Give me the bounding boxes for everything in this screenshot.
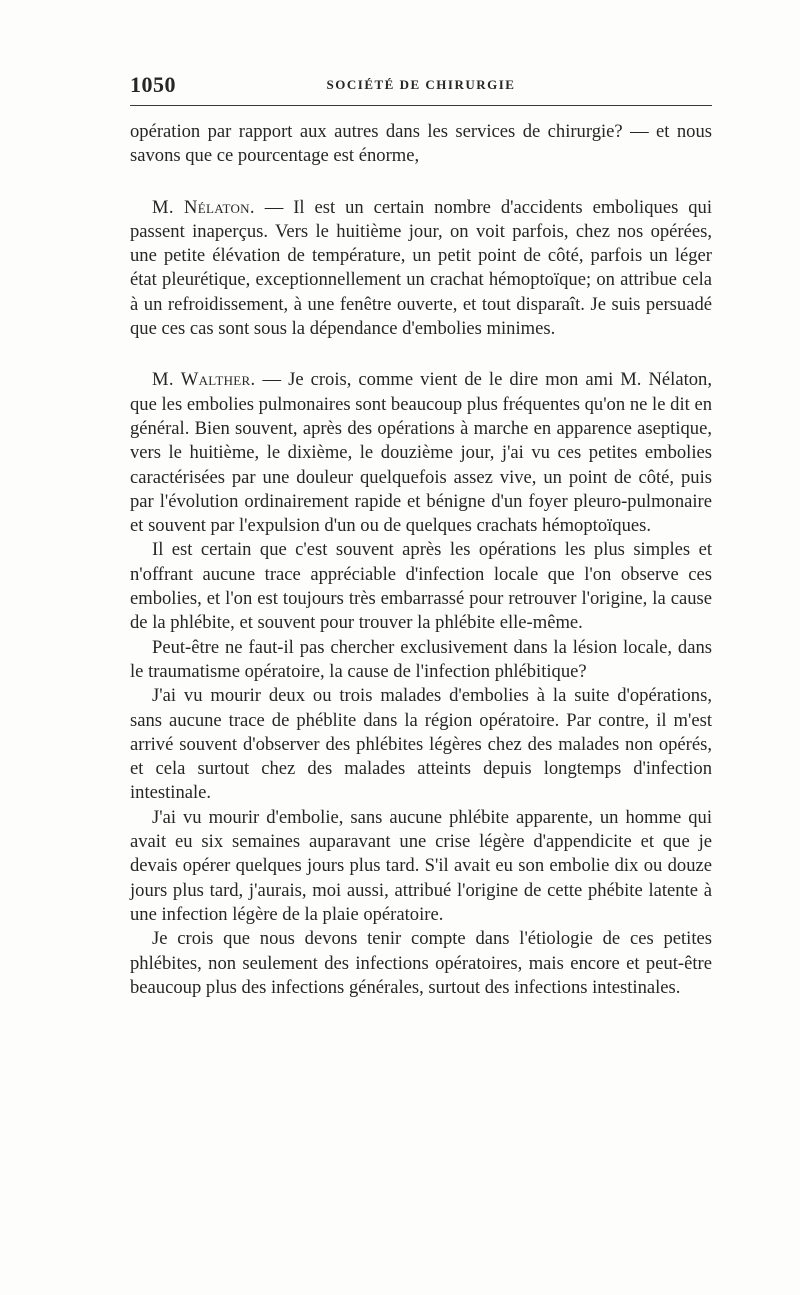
paragraph-text: Peut-être ne faut-il pas chercher exclusivement dans la lésion locale, dans le traumatisme opératoire, la cause de l'infection phlébitique?	[130, 636, 712, 682]
paragraph	[130, 684, 712, 805]
paragraph-text: Il est certain que c'est souvent après les opérations les plus simples et n'offrant aucune trace appréciable d'infection locale que l'on observe ces embolies, et l'on est toujours très embarrassé pour retrouver l'origine, la cause de la phlébite, et souvent pour trouver la phlébite elle-même.	[130, 539, 712, 634]
running-title: SOCIÉTÉ DE CHIRURGIE	[326, 77, 516, 92]
paragraph-text: J'ai vu mourir deux ou trois malades d'embolies à la suite d'opérations, sans aucune trace de phéblite dans la région opératoire. Par contre, il m'est arrivé souvent d'observer des phlébites légères chez des malades non opérés, et cela surtout chez des malades atteints depuis longtemps d'infection intestinale.	[130, 685, 712, 804]
paragraph-text: Je crois que nous devons tenir compte dans l'étiologie de ces petites phlébites, non seulement des infections opératoires, mais encore et peut-être beaucoup plus des infections générales, surtout des infections intestinales.	[130, 928, 712, 998]
paragraph-continuation	[130, 120, 712, 169]
paragraph	[130, 636, 712, 685]
paragraph-walther	[130, 368, 712, 538]
header-rule	[130, 105, 712, 106]
paragraph-text: J'ai vu mourir d'embolie, sans aucune phlébite apparente, un homme qui avait eu six semaines auparavant une crise légère d'appendicite et que je devais opérer quelques jours plus tard. S'il avait eu son embolie dix ou douze jours plus tard, j'aurais, moi aussi, attribué l'origine de cette phébite latente à une infection légère de la plaie opératoire.	[130, 806, 712, 925]
speaker-name: M. Nélaton.	[152, 196, 255, 218]
paragraph-text: — Je crois, comme vient de le dire mon ami M. Nélaton, que les embolies pulmonaires sont beaucoup plus fréquentes qu'on ne le dit en général. Bien souvent, après des opérations à marche en apparence aseptique, vers le huitième, le dixième, le douzième jour, j'ai vu ces petites embolies caractérisées par une douleur quelquefois assez vive, un point de côté, puis par l'évolution ordinairement rapide et bénigne d'un foyer pleuro-pulmonaire et souvent par l'expulsion d'un ou de quelques crachats hémoptoïques.	[130, 369, 712, 537]
paragraph	[130, 538, 712, 635]
body-text	[130, 120, 712, 1000]
paragraph	[130, 806, 712, 927]
paragraph-nelaton	[130, 196, 712, 342]
speaker-name: M. Walther.	[152, 369, 256, 391]
paragraph	[130, 927, 712, 1000]
page-number: 1050	[130, 72, 176, 97]
page-header	[130, 70, 712, 100]
paragraph-text: — Il est un certain nombre d'accidents emboliques qui passent inaperçus. Vers le huitième jour, on voit parfois, chez nos opérées, une petite élévation de température, un petit point de côté, parfois un léger état pleurétique, exceptionnellement un crachat hémoptoïque; on attribue cela à un refroidissement, à une fenêtre ouverte, et tout disparaît. Je suis persuadé que ces cas sont sous la dépendance d'embolies minimes.	[130, 196, 712, 340]
paragraph-text: opération par rapport aux autres dans les services de chirurgie? — et nous savons que ce pourcentage est énorme,	[130, 121, 712, 167]
